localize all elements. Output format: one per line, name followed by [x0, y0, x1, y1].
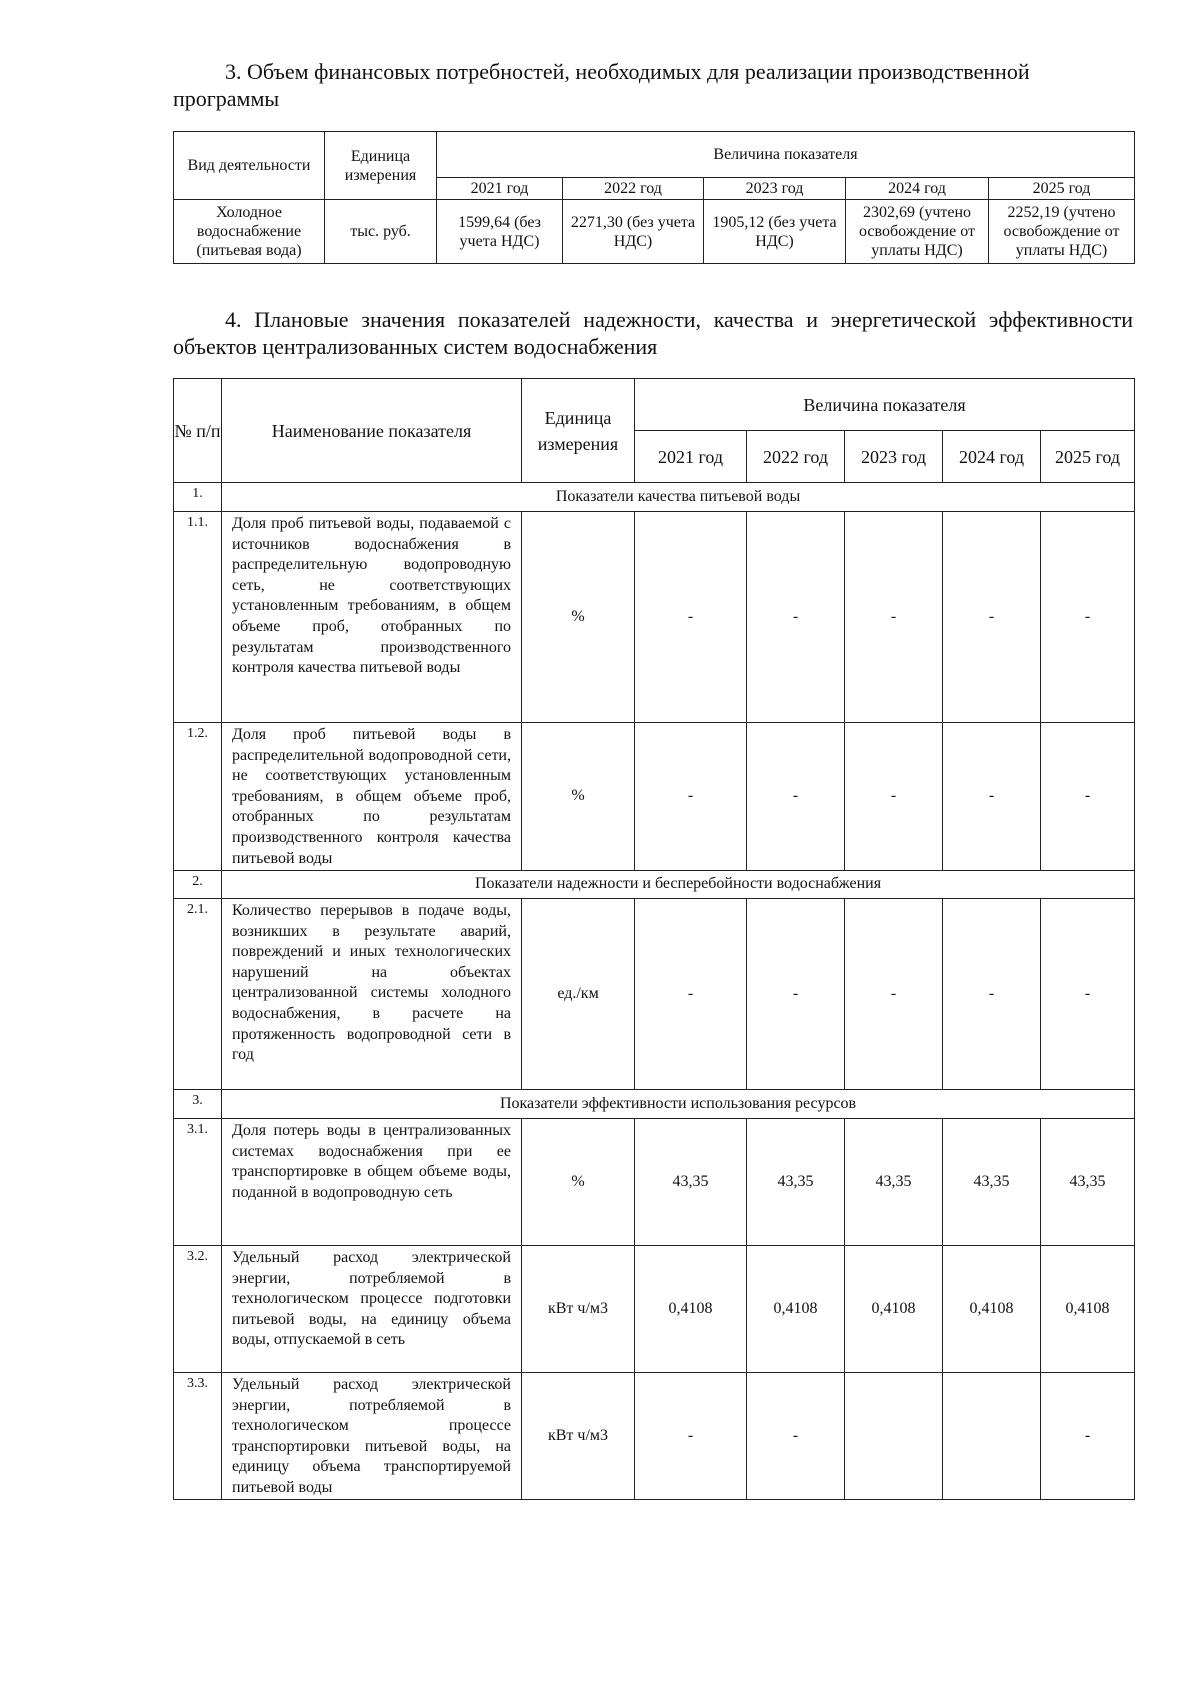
- row-value: -: [943, 723, 1041, 871]
- row-value: -: [845, 512, 943, 723]
- row-value: 2252,19 (учтено освобождение от уплаты НДС): [989, 200, 1135, 264]
- row-value: -: [747, 1373, 845, 1500]
- row-value: -: [1041, 899, 1135, 1090]
- header-year: 2023 год: [704, 178, 846, 200]
- row-unit: тыс. руб.: [325, 200, 437, 264]
- row-value: 43,35: [1041, 1119, 1135, 1246]
- header-unit: Единица измерения: [325, 132, 437, 200]
- header-year: 2022 год: [563, 178, 704, 200]
- row-value: -: [747, 512, 845, 723]
- section-3-title: 3. Объем финансовых потребностей, необходимых для реализации производственной программы: [173, 59, 1030, 111]
- row-value: 1905,12 (без учета НДС): [704, 200, 846, 264]
- row-value: 0,4108: [1041, 1246, 1135, 1373]
- header-year: 2023 год: [845, 431, 943, 483]
- row-value: [845, 1373, 943, 1500]
- header-year: 2025 год: [989, 178, 1135, 200]
- row-value: -: [635, 1373, 747, 1500]
- row-value: -: [635, 512, 747, 723]
- indicators-table: [173, 378, 1135, 1500]
- financial-needs-table: [173, 131, 1135, 264]
- row-unit: %: [522, 1119, 635, 1246]
- row-value: -: [747, 899, 845, 1090]
- header-year: 2025 год: [1041, 431, 1135, 483]
- group-num: 1.: [174, 483, 222, 512]
- row-name: Доля потерь воды в централизованных системах водоснабжения при ее транспортировке в общем объеме воды, поданной в водопроводную сеть: [222, 1119, 522, 1246]
- header-year: 2022 год: [747, 431, 845, 483]
- row-num: 2.1.: [174, 899, 222, 1090]
- header-year: 2024 год: [943, 431, 1041, 483]
- row-value: 2271,30 (без учета НДС): [563, 200, 704, 264]
- header-value: Величина показателя: [437, 132, 1135, 178]
- header-name: Наименование показателя: [222, 379, 522, 483]
- row-value: 0,4108: [943, 1246, 1041, 1373]
- row-value: -: [1041, 512, 1135, 723]
- row-unit: кВт ч/м3: [522, 1246, 635, 1373]
- group-title: Показатели качества питьевой воды: [222, 483, 1135, 512]
- row-value: 0,4108: [845, 1246, 943, 1373]
- group-title: Показатели надежности и бесперебойности водоснабжения: [222, 871, 1135, 899]
- header-year: 2021 год: [437, 178, 563, 200]
- row-value: -: [635, 723, 747, 871]
- header-activity: Вид деятельности: [174, 132, 325, 200]
- row-value: 1599,64 (без учета НДС): [437, 200, 563, 264]
- header-num: № п/п: [174, 379, 222, 483]
- row-value: -: [845, 899, 943, 1090]
- row-num: 3.2.: [174, 1246, 222, 1373]
- row-value: 43,35: [747, 1119, 845, 1246]
- row-value: -: [943, 512, 1041, 723]
- row-name: Удельный расход электрической энергии, потребляемой в технологическом процессе подготовки питьевой воды, на единицу объема воды, отпускаемой в сеть: [222, 1246, 522, 1373]
- row-value: [943, 1373, 1041, 1500]
- row-unit: кВт ч/м3: [522, 1373, 635, 1500]
- row-value: 0,4108: [747, 1246, 845, 1373]
- row-value: 2302,69 (учтено освобождение от уплаты НДС): [846, 200, 989, 264]
- row-name: Количество перерывов в подаче воды, возникших в результате аварий, повреждений и иных технологических нарушений на объектах централизованной системы холодного водоснабжения, в расчете на протяженность водопроводной сети в год: [222, 899, 522, 1090]
- header-year: 2021 год: [635, 431, 747, 483]
- row-name: Доля проб питьевой воды, подаваемой с источников водоснабжения в распределительную водопроводную сеть, не соответствующих установленным требованиям, в общем объеме проб, отобранных по результатам производственного контроля качества питьевой воды: [222, 512, 522, 723]
- row-name: Доля проб питьевой воды в распределительной водопроводной сети, не соответствующих установленным требованиям, в общем объеме проб, отобранных по результатам производственного контроля качества питьевой воды: [222, 723, 522, 871]
- row-activity: Холодное водоснабжение (питьевая вода): [174, 200, 325, 264]
- row-value: 0,4108: [635, 1246, 747, 1373]
- row-unit: %: [522, 723, 635, 871]
- row-value: -: [635, 899, 747, 1090]
- header-value: Величина показателя: [635, 379, 1135, 431]
- row-value: 43,35: [943, 1119, 1041, 1246]
- row-name: Удельный расход электрической энергии, потребляемой в технологическом процессе транспортировки питьевой воды, на единицу объема транспортируемой питьевой воды: [222, 1373, 522, 1500]
- row-num: 1.2.: [174, 723, 222, 871]
- row-value: 43,35: [635, 1119, 747, 1246]
- header-year: 2024 год: [846, 178, 989, 200]
- group-title: Показатели эффективности использования ресурсов: [222, 1090, 1135, 1119]
- group-num: 2.: [174, 871, 222, 899]
- row-unit: ед./км: [522, 899, 635, 1090]
- group-num: 3.: [174, 1090, 222, 1119]
- row-value: -: [1041, 1373, 1135, 1500]
- section-4-title: 4. Плановые значения показателей надежности, качества и энергетической эффективности объектов централизованных систем водоснабжения: [173, 307, 1133, 359]
- row-num: 3.1.: [174, 1119, 222, 1246]
- row-num: 1.1.: [174, 512, 222, 723]
- header-unit: Единица измерения: [522, 379, 635, 483]
- row-value: -: [943, 899, 1041, 1090]
- row-unit: %: [522, 512, 635, 723]
- row-num: 3.3.: [174, 1373, 222, 1500]
- row-value: 43,35: [845, 1119, 943, 1246]
- row-value: -: [747, 723, 845, 871]
- row-value: -: [1041, 723, 1135, 871]
- row-value: -: [845, 723, 943, 871]
